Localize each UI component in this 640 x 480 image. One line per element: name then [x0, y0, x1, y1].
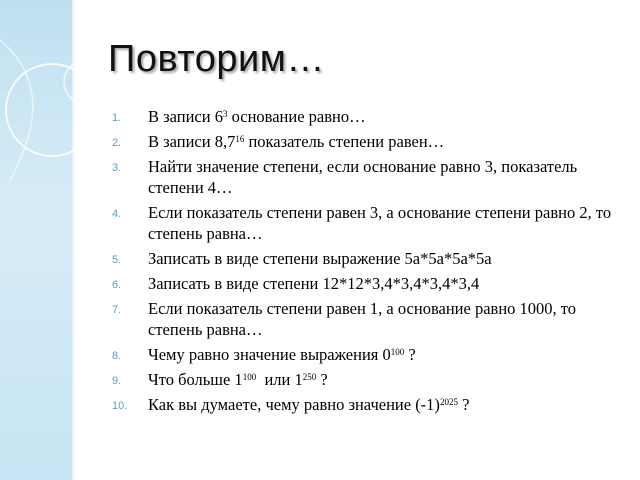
question-list: [112, 106, 612, 419]
list-item: [112, 202, 612, 244]
item-exponent: 100: [390, 347, 405, 357]
slide-title: Повторим…: [108, 38, 325, 80]
list-item: [112, 369, 612, 390]
item-number: 2.: [112, 137, 122, 149]
item-number: 9.: [112, 375, 122, 387]
item-number: 5.: [112, 254, 122, 266]
item-text: В записи 8,7: [148, 132, 236, 151]
list-item: [112, 344, 612, 365]
list-item: [112, 248, 612, 269]
item-number: 3.: [112, 162, 122, 174]
item-exponent-2: 250: [302, 372, 317, 382]
item-text: Как вы думаете, чему равно значение (-1): [148, 395, 440, 414]
item-exponent: 2025: [439, 397, 458, 407]
list-item: [112, 106, 612, 127]
item-text: Что больше 1: [148, 370, 243, 389]
item-text: Найти значение степени, если основание равно 3, показатель степени 4…: [148, 157, 578, 197]
item-exponent: 3: [222, 109, 228, 119]
list-item: [112, 156, 612, 198]
item-number: 6.: [112, 279, 122, 291]
deco-circle-small: [64, 60, 108, 104]
item-exponent: 16: [235, 134, 245, 144]
item-number: 1.: [112, 112, 122, 124]
item-text: Если показатель степени равен 3, а основание степени равно 2, то степень равна…: [148, 203, 612, 243]
list-item: [112, 298, 612, 340]
item-text: Если показатель степени равен 1, а основание равно 1000, то степень равна…: [148, 299, 577, 339]
item-text-tail: ?: [404, 345, 416, 364]
item-text: Записать в виде степени 12*12*3,4*3,4*3,4*3,4: [148, 274, 480, 293]
item-number: 7.: [112, 304, 122, 316]
list-item: [112, 131, 612, 152]
deco-arc: [0, 40, 33, 180]
item-text-middle: или 1: [256, 370, 303, 389]
list-item: [112, 273, 612, 294]
item-text: Чему равно значение выражения 0: [148, 345, 391, 364]
item-text-tail: показатель степени равен…: [244, 132, 445, 151]
item-number: 8.: [112, 350, 122, 362]
deco-circle-large: [6, 64, 98, 156]
item-number: 10.: [112, 400, 128, 412]
item-exponent: 100: [242, 372, 257, 382]
item-text-tail: ?: [316, 370, 328, 389]
item-text: В записи 6: [148, 107, 223, 126]
item-number: 4.: [112, 208, 122, 220]
item-text-tail: ?: [457, 395, 470, 414]
item-text-tail: основание равно…: [227, 107, 366, 126]
item-text: Записать в виде степени выражение 5а*5а*5а*5а: [148, 249, 492, 268]
list-item: [112, 394, 612, 415]
